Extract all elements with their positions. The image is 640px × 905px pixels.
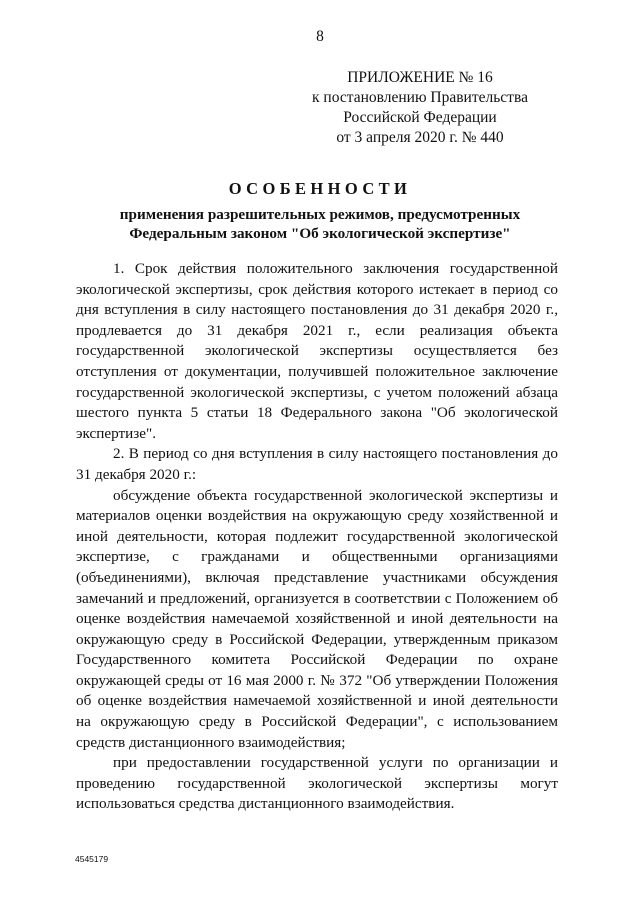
page-number: 8 (316, 28, 324, 45)
subtitle-line-1: применения разрешительных режимов, предусмотренных (119, 206, 521, 223)
appendix-label: ПРИЛОЖЕНИЕ № 16 (347, 69, 493, 86)
subtitle-line-2: Федеральным законом "Об экологической экспертизе" (129, 225, 511, 242)
document-code: 4545179 (75, 854, 109, 864)
appendix-reference: к постановлению Правительства (312, 89, 528, 106)
document-subtitle (0, 205, 640, 243)
appendix-issuer: Российской Федерации (343, 109, 497, 126)
paragraph-1: 1. Срок действия положительного заключения государственной экологической экспертизы, срок действия которого истекает в период со дня вступления в силу настоящего постановления до 31 декабря 2020 г., продлевается до 31 декабря 2021 г., если реализация объекта государственной экологической экспертизы осуществляется без отступления от документации, получившей положительное заключение государственной экологической экспертизы, с учетом положений абзаца шестого пункта 5 статьи 18 Федерального закона "Об экологической экспертизе". (76, 260, 558, 442)
paragraph-3: обсуждение объекта государственной экологической экспертизы и материалов оценки воздействия на окружающую среду хозяйственной и иной деятельности, которая подлежит государственной экологической экспертизе, с гражданами и общественными организациями (объединениями), включая представление участниками обсуждения замечаний и предложений, организуется в соответствии с Положением об оценке воздействия намечаемой хозяйственной и иной деятельности на окружающую среду в Российской Федерации, утвержденным приказом Государственного комитета Российской Федерации по охране окружающей среды от 16 мая 2000 г. № 372 "Об утверждении Положения об оценке воздействия намечаемой хозяйственной и иной деятельности на окружающую среду в Российской Федерации", с использованием средств дистанционного взаимодействия; (76, 486, 558, 751)
appendix-date-number: от 3 апреля 2020 г. № 440 (336, 129, 504, 146)
document-title: ОСОБЕННОСТИ (228, 179, 412, 198)
document-body (76, 259, 558, 815)
paragraph-2: 2. В период со дня вступления в силу настоящего постановления до 31 декабря 2020 г.: (76, 445, 558, 483)
appendix-header (300, 68, 540, 148)
paragraph-4: при предоставлении государственной услуги по организации и проведению государственной экологической экспертизы могут использоваться средства дистанционного взаимодействия. (76, 754, 558, 813)
